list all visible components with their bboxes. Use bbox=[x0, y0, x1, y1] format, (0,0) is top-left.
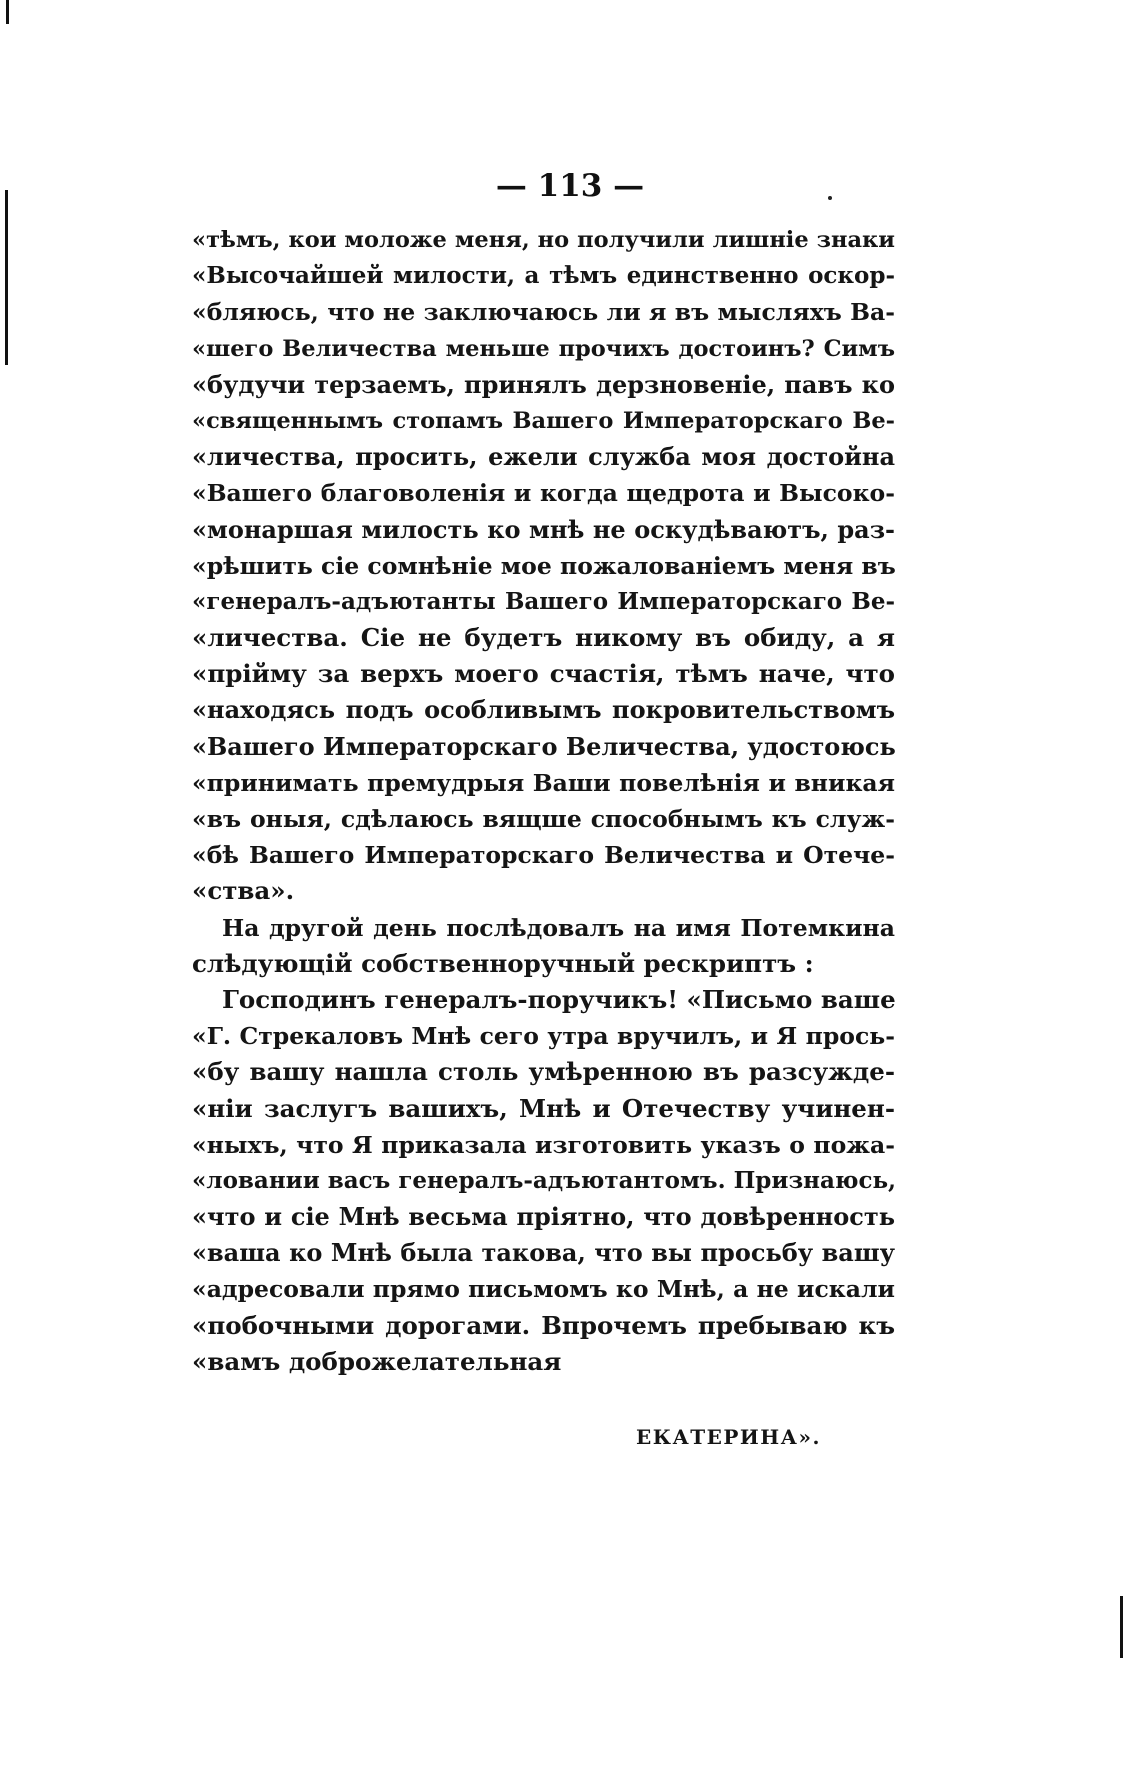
text-line: «Вашего благоволенія и когда щедрота и Высоко- bbox=[192, 479, 895, 508]
text-line: «принимать премудрыя Ваши повелѣнія и вникая bbox=[192, 768, 895, 797]
text-line: «ныхъ, что Я приказала изготовить указъ о пожа- bbox=[192, 1130, 895, 1159]
signature: ЕКАТЕРИНА». bbox=[636, 1425, 821, 1449]
text-line: «въ оныя, сдѣлаюсь вящше способнымъ къ служ- bbox=[192, 805, 895, 833]
paragraph-rescript bbox=[192, 982, 895, 1380]
text-line: «ловании васъ генералъ-адъютантомъ. Признаюсь, bbox=[192, 1166, 897, 1194]
text-line: «бѣ Вашего Императорскаго Величества и Отече- bbox=[192, 841, 895, 870]
text-line: «ваша ко Мнѣ была такова, что вы просьбу вашу bbox=[192, 1238, 895, 1268]
text-line: «шего Величества меньше прочихъ достоинъ? Симъ bbox=[192, 335, 895, 362]
text-line: «Г. Стрекаловъ Мнѣ сего утра вручилъ, и Я прось- bbox=[192, 1022, 895, 1051]
text-line: «бу вашу нашла столь умѣренною въ разсужде- bbox=[192, 1057, 895, 1087]
page-number: — 113 — bbox=[495, 168, 645, 204]
text-line: Господинъ генералъ-поручикъ! «Письмо ваше bbox=[222, 984, 896, 1014]
right-edge-mark bbox=[1120, 1596, 1123, 1658]
text-line: «личества. Сіе не будетъ никому въ обиду, а я bbox=[192, 623, 895, 653]
left-edge-mark bbox=[5, 190, 8, 365]
text-line: «вамъ доброжелательная bbox=[192, 1346, 562, 1376]
text-line: На другой день послѣдовалъ на имя Потемкина bbox=[222, 913, 895, 942]
text-line: «ніи заслугъ вашихъ, Мнѣ и Отечеству учинен- bbox=[192, 1093, 895, 1123]
text-line: «Вашего Императорскаго Величества, удостоюсь bbox=[192, 731, 896, 761]
text-line: слѣдующій собственноручный рескриптъ : bbox=[192, 948, 814, 978]
text-line: «будучи терзаемъ, принялъ дерзновеніе, павъ ко bbox=[192, 369, 895, 399]
page-body bbox=[192, 222, 895, 1380]
text-line: «что и сіе Мнѣ весьма пріятно, что довѣренность bbox=[192, 1202, 895, 1232]
text-line: «тѣмъ, кои моложе меня, но получили лишніе знаки bbox=[192, 227, 895, 253]
paragraph-intro bbox=[192, 910, 895, 982]
text-line: «ства». bbox=[192, 876, 295, 906]
paragraph-quote bbox=[192, 222, 895, 910]
text-line: «Высочайшей милости, а тѣмъ единственно оскор- bbox=[192, 262, 895, 290]
ink-speck bbox=[828, 196, 832, 200]
text-line: «прійму за верхъ моего счастія, тѣмъ наче, что bbox=[192, 659, 895, 689]
text-line: «священнымъ стопамъ Вашего Императорскаго Ве- bbox=[192, 407, 895, 434]
text-line: «монаршая милость ко мнѣ не оскудѣваютъ, раз- bbox=[192, 514, 895, 544]
text-line: «находясь подъ особливымъ покровительствомъ bbox=[192, 695, 895, 725]
text-line: «генералъ-адъютанты Вашего Императорскаго Ве- bbox=[192, 587, 895, 615]
left-edge-mark-top bbox=[6, 0, 9, 24]
text-line: «побочными дорогами. Впрочемъ пребываю къ bbox=[192, 1310, 895, 1340]
text-line: «личества, просить, ежели служба моя достойна bbox=[192, 442, 895, 472]
text-line: «бляюсь, что не заключаюсь ли я въ мысляхъ Ва- bbox=[192, 298, 895, 327]
text-line: «адресовали прямо письмомъ ко Мнѣ, а не искали bbox=[192, 1275, 895, 1304]
text-line: «рѣшить сіе сомнѣніе мое пожалованіемъ меня въ bbox=[192, 551, 896, 580]
